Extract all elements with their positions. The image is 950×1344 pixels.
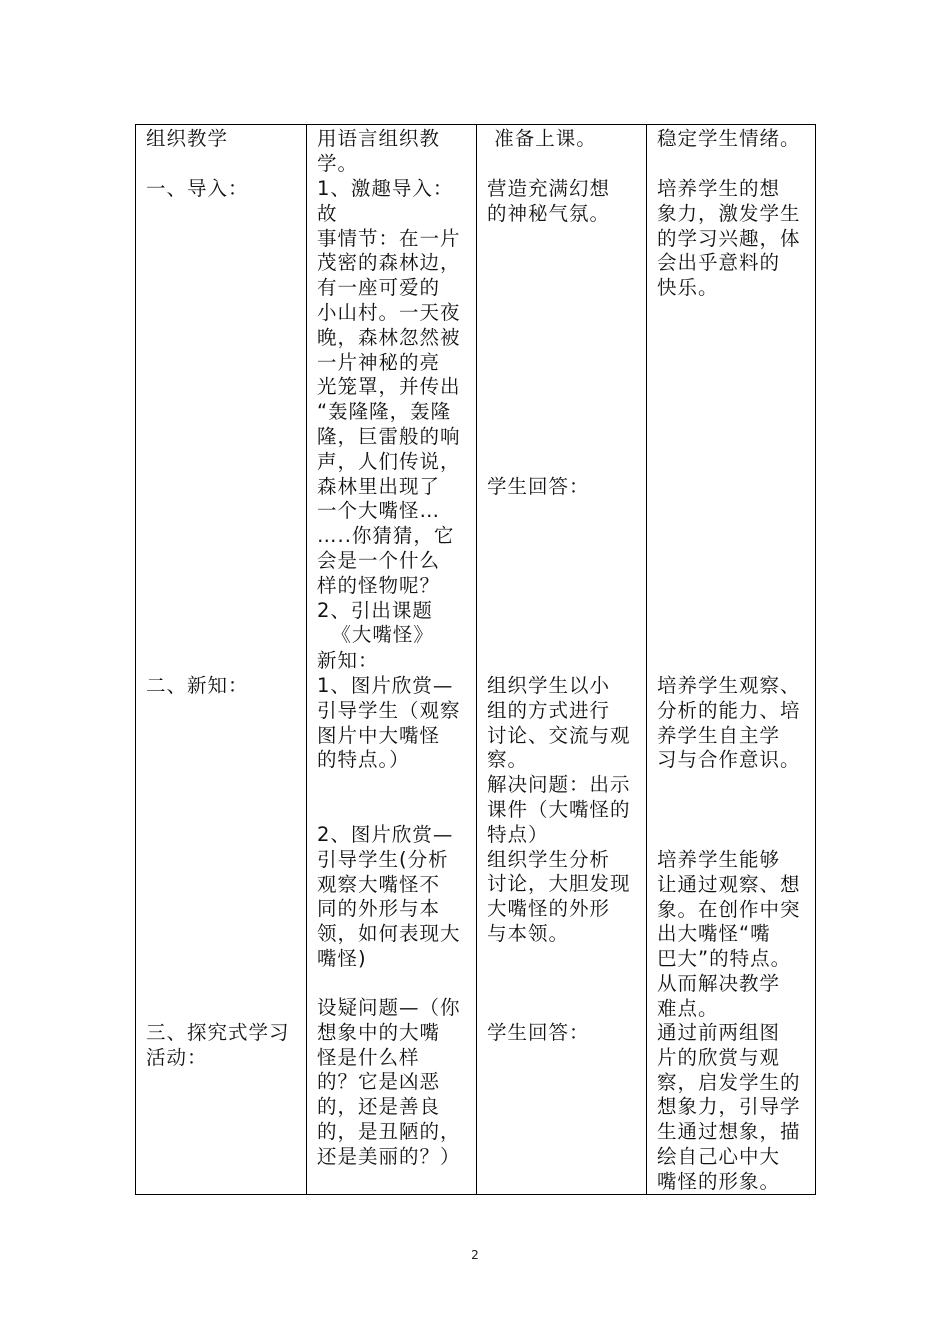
student-answer-2: 学生回答：	[487, 1021, 590, 1044]
teacher-question: 设疑问题—（你 想象中的大嘴 怪是什么样 的？它是凶恶 的，还是善良 的，是丑陋的， 还是美丽的？）	[317, 996, 461, 1168]
stage-column	[136, 125, 306, 1194]
design-intent-column	[646, 125, 815, 1194]
page-number: 2	[471, 1248, 479, 1262]
student-answer-1: 学生回答：	[487, 475, 590, 498]
student-new-knowledge: 组织学生以小 组的方式进行 讨论、交流与观 察。 解决问题：出示 课件（大嘴怪的 特点） 组织学生分析 讨论，大胆发现 大嘴怪的外形 与本领。	[487, 674, 631, 945]
teacher-organize: 用语言组织教 学。	[317, 127, 441, 175]
teacher-picture-appreciation-2: 2、图片欣赏— 引导学生(分析 观察大嘴怪不 同的外形与本 领，如何表现大 嘴怪)	[317, 823, 461, 970]
stage-new-knowledge: 二、新知：	[146, 674, 249, 697]
intent-new-knowledge-1: 培养学生观察、 分析的能力、培 养学生自主学 习与合作意识。	[657, 674, 801, 772]
stage-exploration: 三、探究式学习 活动：	[146, 1021, 290, 1069]
intent-new-knowledge-2: 培养学生能够 让通过观察、想 象。在创作中突 出大嘴怪“嘴 巴大”的特点。 从而解决教学 难点。	[657, 848, 801, 1020]
student-organize: 准备上课。	[487, 127, 597, 150]
student-activity-column	[476, 125, 646, 1194]
teacher-new-label: 新知：	[317, 649, 379, 672]
intent-organize: 稳定学生情绪。	[657, 127, 801, 150]
teacher-intro-story: 1、激趣导入：故 事情节：在一片 茂密的森林边， 有一座可爱的 小山村。一天夜 晚，森林忽然被 一片神秘的亮 光笼罩，并传出 “轰隆隆，轰隆 隆，巨雷般的响 声，人们传说， 森林里出现了 一个大嘴怪… …..你猜猜，它 会是一个什么 样的怪物呢？ 2、引出课题 《大嘴怪》	[317, 177, 461, 647]
teacher-picture-appreciation-1: 1、图片欣赏— 引导学生（观察 图片中大嘴怪 的特点。）	[317, 674, 461, 772]
lesson-plan-table	[135, 124, 816, 1195]
stage-organize: 组织教学	[146, 127, 229, 150]
stage-intro: 一、导入：	[146, 177, 249, 200]
intent-intro: 培养学生的想 象力，激发学生 的学习兴趣，体 会出乎意料的 快乐。	[657, 177, 801, 300]
student-intro: 营造充满幻想 的神秘气氛。	[487, 177, 611, 225]
teacher-activity-column	[306, 125, 476, 1194]
intent-exploration: 通过前两组图 片的欣赏与观 察，启发学生的 想象力，引导学 生通过想象，描 绘自己心中大 嘴怪的形象。	[657, 1021, 801, 1193]
